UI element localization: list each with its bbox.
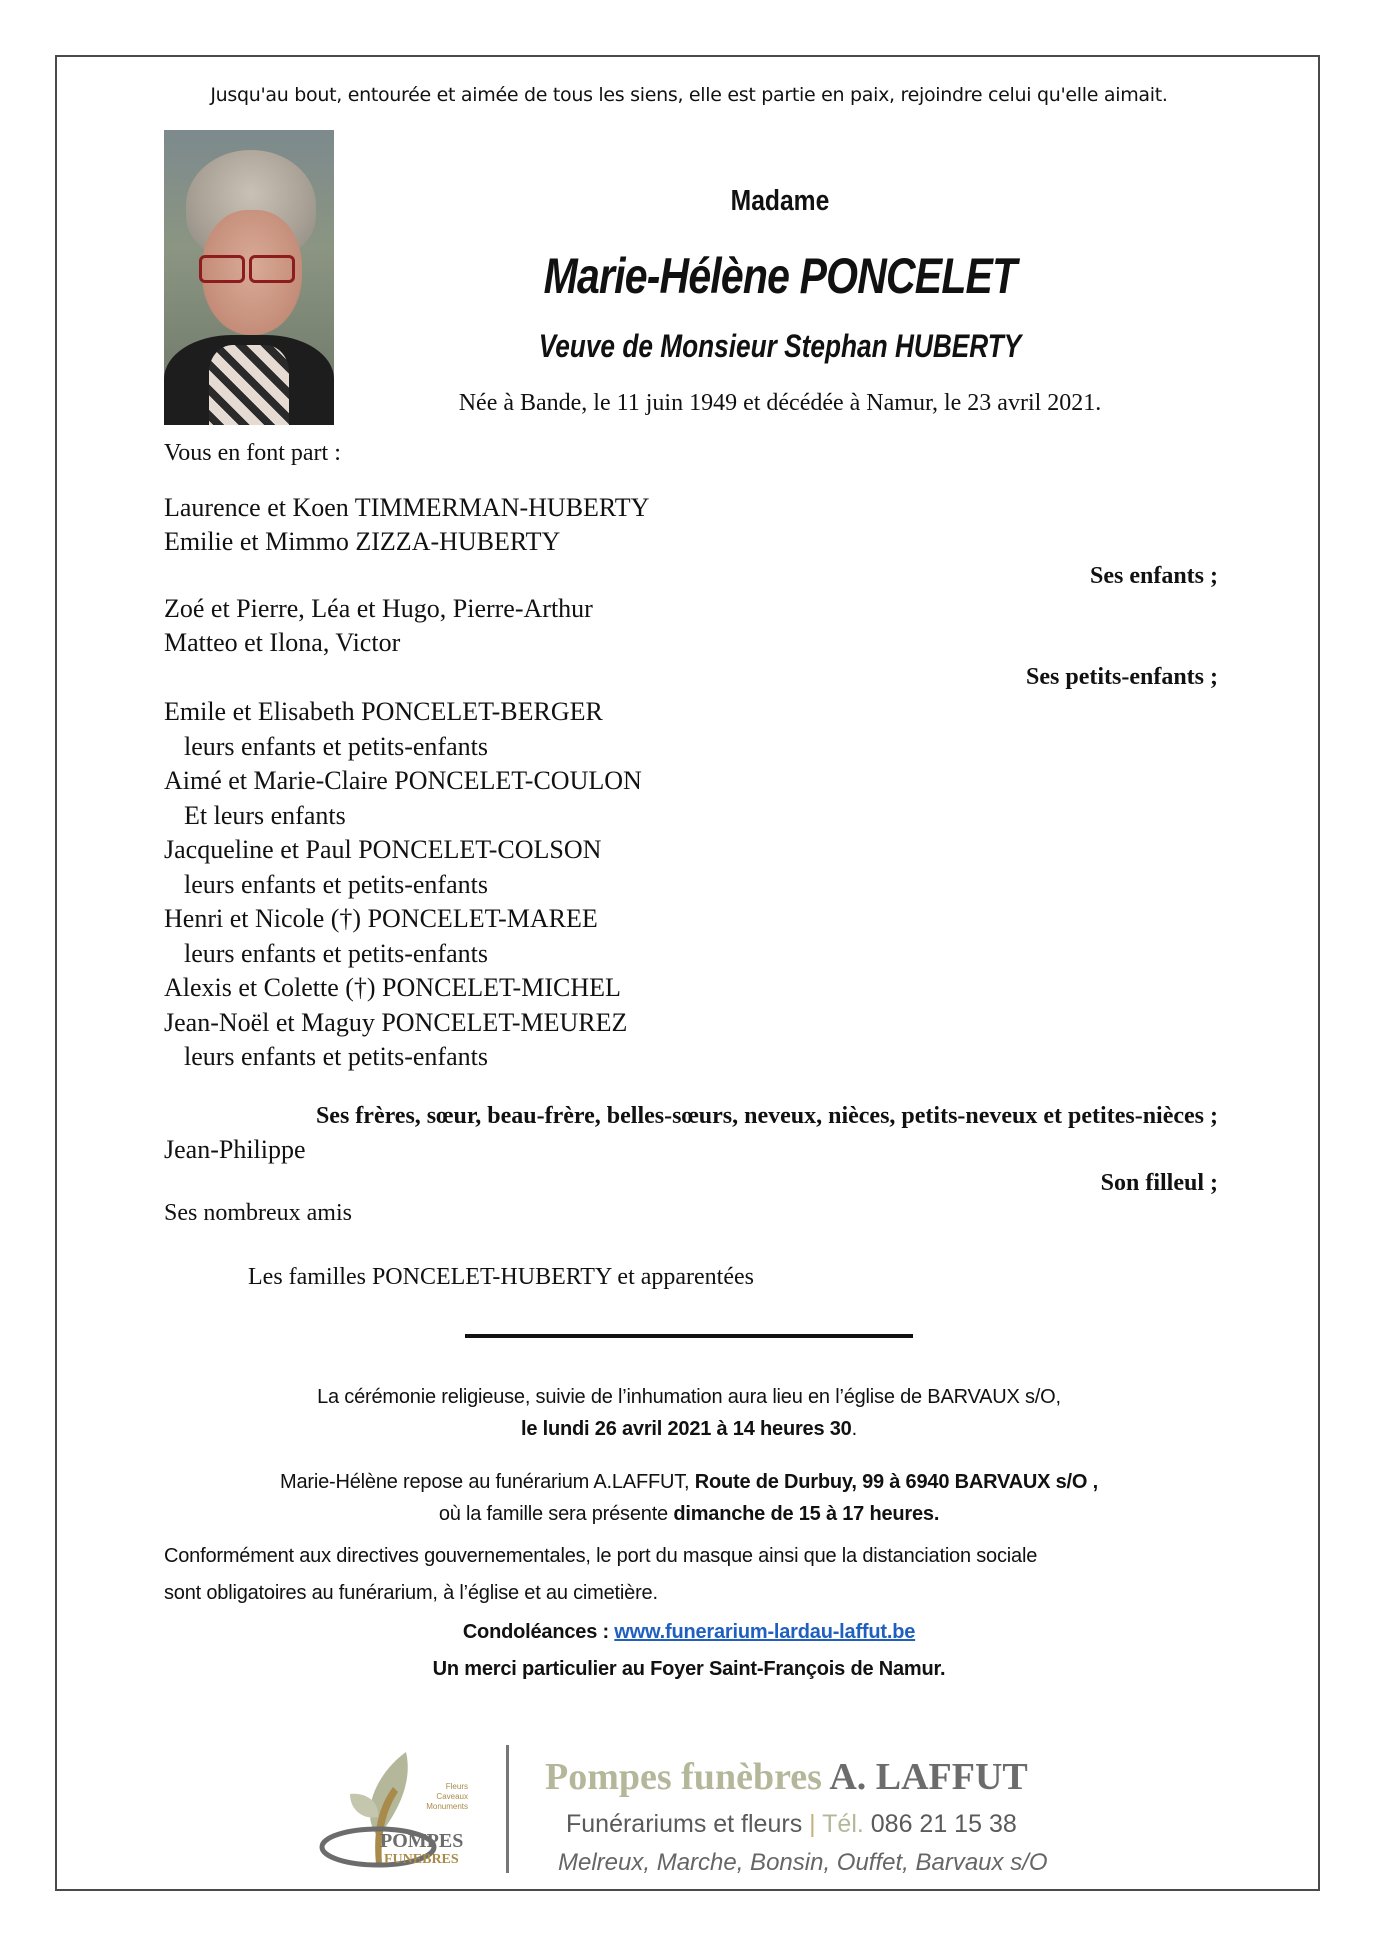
friends-line: Ses nombreux amis <box>164 1200 352 1226</box>
widow-of: Veuve de Monsieur Stephan HUBERTY <box>538 328 1022 364</box>
tel-number: 086 21 15 38 <box>863 1810 1017 1838</box>
tel-label: Tél. <box>822 1810 864 1838</box>
ceremony-date <box>0 1418 1378 1441</box>
logo-separator <box>506 1745 509 1873</box>
sibling-descendants-line: leurs enfants et petits-enfants <box>184 1042 488 1071</box>
sibling-line: Jacqueline et Paul PONCELET-COLSON <box>164 835 602 864</box>
visit-hours-bold: dimanche de 15 à 17 heures. <box>673 1503 940 1525</box>
logo-word-funebres: FUNEBRES <box>384 1852 459 1867</box>
deceased-photo <box>164 130 334 425</box>
photo-shirt <box>209 345 289 425</box>
child-line: Emilie et Mimmo ZIZZA-HUBERTY <box>164 527 561 556</box>
sibling-line: Alexis et Colette (†) PONCELET-MICHEL <box>164 973 621 1002</box>
visit-hours <box>0 1503 1378 1526</box>
section-divider <box>465 1334 913 1338</box>
grandchild-line: Zoé et Pierre, Léa et Hugo, Pierre-Arthur <box>164 594 593 623</box>
honorific: Madame <box>730 185 830 217</box>
sibling-line: Emile et Elisabeth PONCELET-BERGER <box>164 697 603 726</box>
grandchildren-label: Ses petits-enfants ; <box>1026 664 1218 690</box>
grandchild-line: Matteo et Ilona, Victor <box>164 628 401 657</box>
photo-glasses-left <box>199 255 245 283</box>
condolences <box>0 1621 1378 1644</box>
sibling-line: Henri et Nicole (†) PONCELET-MAREE <box>164 904 598 933</box>
epitaph-quote: Jusqu'au bout, entourée et aimée de tous les siens, elle est partie en paix, rejoindre celui qu'elle aimait. <box>210 84 1168 106</box>
families-line: Les familles PONCELET-HUBERTY et apparentées <box>248 1264 754 1290</box>
brand-title-strong: A. LAFFUT <box>829 1756 1028 1798</box>
ceremony-line: La cérémonie religieuse, suivie de l’inhumation aura lieu en l’église de BARVAUX s/O, <box>317 1386 1061 1408</box>
logo-tag: Caveaux <box>436 1792 468 1801</box>
brand-title <box>545 1755 1028 1799</box>
announcement-intro: Vous en font part : <box>164 440 341 466</box>
ceremony-date-bold: le lundi 26 avril 2021 à 14 heures 30 <box>521 1418 852 1440</box>
photo-glasses-right <box>249 255 295 283</box>
birth-death-dates: Née à Bande, le 11 juin 1949 et décédée à Namur, le 23 avril 2021. <box>458 390 1102 416</box>
thanks-line: Un merci particulier au Foyer Saint-François de Namur. <box>432 1658 946 1680</box>
brand-locations: Melreux, Marche, Bonsin, Ouffet, Barvaux s/O <box>558 1849 1048 1876</box>
sibling-descendants-line: Et leurs enfants <box>184 800 346 830</box>
child-line: Laurence et Koen TIMMERMAN-HUBERTY <box>164 493 650 522</box>
siblings-list <box>164 695 642 1075</box>
brand-tagline <box>566 1810 1017 1839</box>
godson-label: Son filleul ; <box>1100 1170 1218 1196</box>
ceremony-date-tail: . <box>851 1418 857 1440</box>
brand-title-light: Pompes funèbres <box>545 1756 830 1798</box>
covid-notice-line2: sont obligatoires au funérarium, à l’église et au cimetière. <box>164 1582 658 1604</box>
logo-tag: Monuments <box>426 1802 468 1811</box>
siblings-label: Ses frères, sœur, beau-frère, belles-sœurs, neveux, nièces, petits-neveux et petites-nièces ; <box>315 1103 1218 1129</box>
godson-name: Jean-Philippe <box>164 1135 306 1164</box>
visit-prefix: où la famille sera présente <box>438 1503 674 1525</box>
tagline-separator: | <box>809 1810 816 1838</box>
sibling-descendants-line: leurs enfants et petits-enfants <box>184 869 488 899</box>
logo-tag: Fleurs <box>445 1782 468 1791</box>
sibling-line: Aimé et Marie-Claire PONCELET-COULON <box>164 766 642 795</box>
deceased-name: Marie-Hélène PONCELET <box>543 248 1017 304</box>
rest-prefix: Marie-Hélène repose au funérarium A.LAFFUT, <box>280 1471 695 1493</box>
covid-notice-line1: Conformément aux directives gouvernementales, le port du masque ainsi que la distanciation sociale <box>164 1545 1038 1567</box>
rest-location <box>0 1471 1378 1494</box>
sibling-descendants-line: leurs enfants et petits-enfants <box>184 938 488 968</box>
children-label: Ses enfants ; <box>1089 563 1218 589</box>
sibling-line: Jean-Noël et Maguy PONCELET-MEUREZ <box>164 1007 628 1037</box>
sibling-descendants-line: leurs enfants et petits-enfants <box>184 731 488 761</box>
logo-word-pompes: POMPES <box>380 1830 464 1852</box>
funeral-home-logo <box>318 1742 494 1872</box>
rest-address: Route de Durbuy, 99 à 6940 BARVAUX s/O , <box>694 1471 1098 1493</box>
tagline-text: Funérariums et fleurs <box>566 1810 810 1838</box>
condolences-label: Condoléances : <box>462 1621 615 1643</box>
condolences-link[interactable]: www.funerarium-lardau-laffut.be <box>614 1621 916 1643</box>
